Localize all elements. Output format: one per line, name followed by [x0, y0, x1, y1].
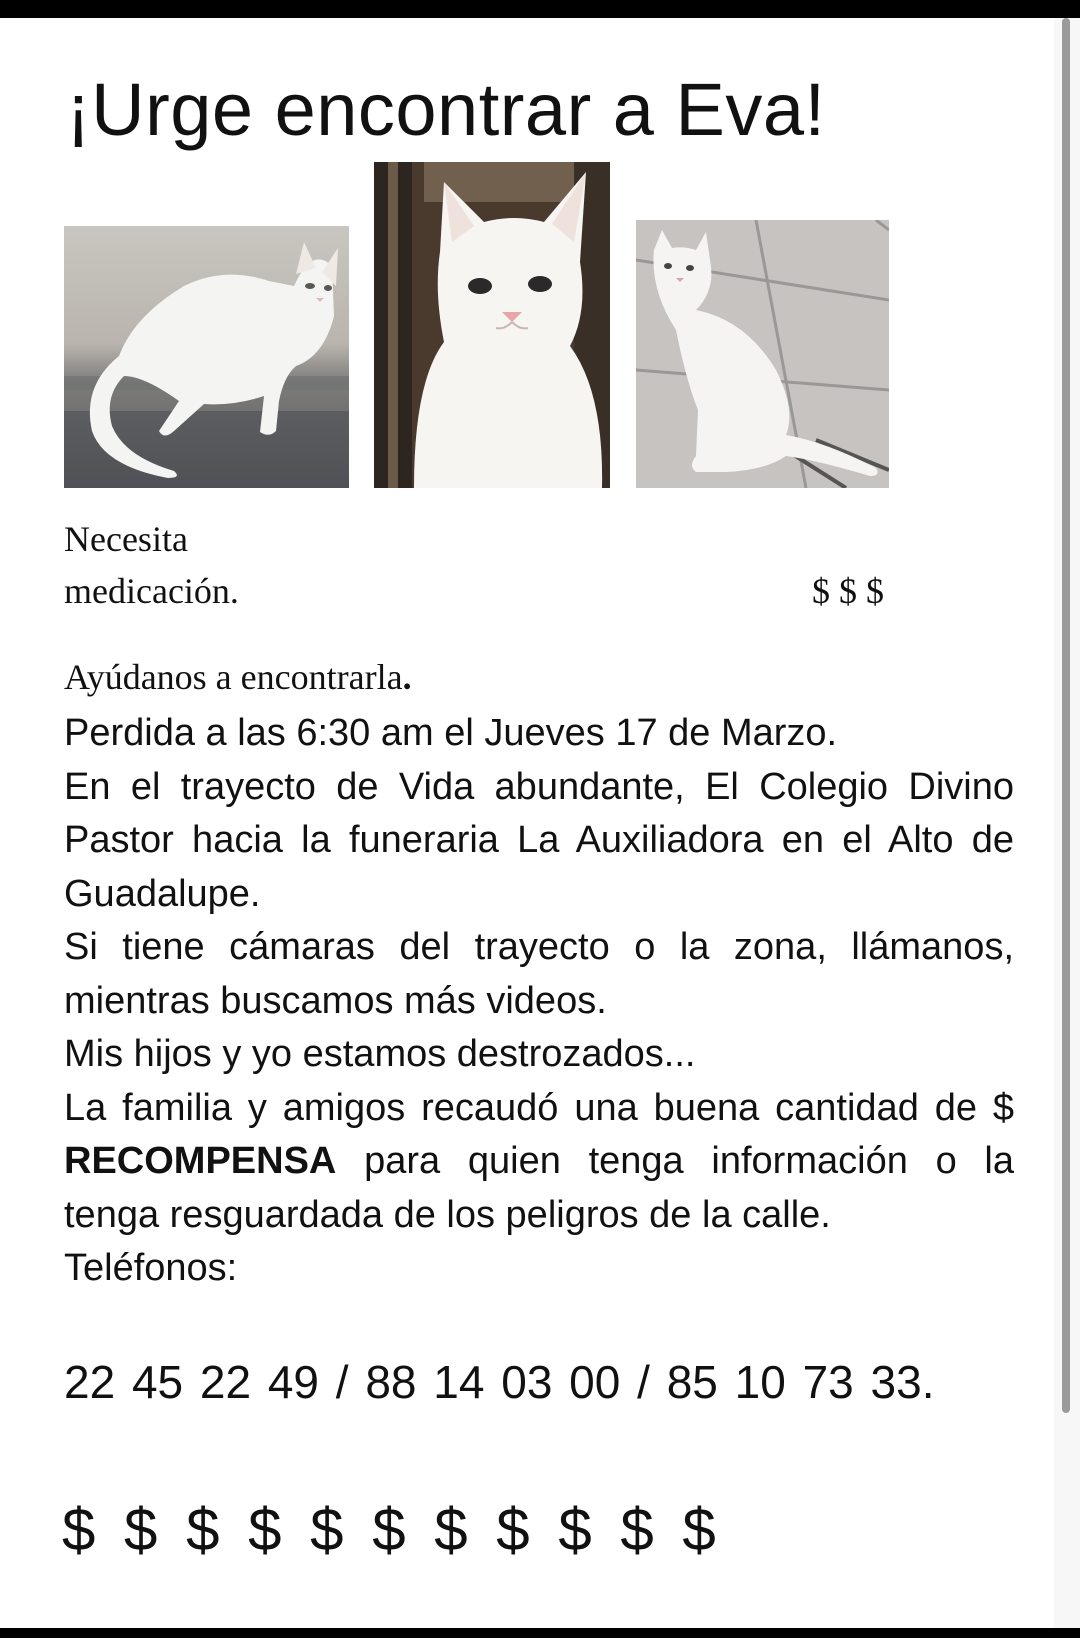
phones-label: Teléfonos:: [64, 1247, 238, 1289]
phone-numbers: 22 45 22 49 / 88 14 03 00 / 85 10 73 33.: [64, 1356, 935, 1408]
reward-paragraph: [64, 1082, 1014, 1243]
route-paragraph: En el trayecto de Vida abundante, El Colegio Divino Pastor hacia la funeraria La Auxiliadora en el Alto de Guadalupe.: [64, 765, 1014, 915]
scrollbar[interactable]: [1062, 18, 1070, 1413]
cameras-paragraph: Si tiene cámaras del trayecto o la zona, llámanos, mientras buscamos más videos.: [64, 926, 1014, 1022]
poster-title: ¡Urge encontrar a Eva!: [66, 68, 826, 151]
lost-time-paragraph: Perdida a las 6:30 am el Jueves 17 de Marzo.: [64, 712, 838, 754]
poster-body: [64, 707, 1014, 1296]
reward-word: RECOMPENSA: [64, 1140, 337, 1182]
help-line: [64, 652, 412, 702]
reward-text-after: para quien tenga información o la tenga resguardada de los peligros de la calle.: [64, 1140, 1014, 1236]
medication-note: Necesita medicación.: [64, 519, 239, 611]
bottom-frame-bar: [0, 1628, 1080, 1638]
cat-photo-walking: [64, 226, 349, 488]
cat-photo-sitting: [636, 220, 889, 488]
top-frame-bar: [0, 0, 1080, 18]
small-dollar-signs: $ $ $: [812, 571, 884, 611]
help-period: .: [402, 657, 412, 697]
cat-photo-portrait: [374, 162, 610, 488]
big-dollar-signs: $ $ $ $ $ $ $ $ $ $ $: [62, 1496, 716, 1563]
reward-text-before: La familia y amigos recaudó una buena cantidad de $: [64, 1086, 1014, 1129]
family-paragraph: Mis hijos y yo estamos destrozados...: [64, 1033, 696, 1075]
help-text: Ayúdanos a encontrarla: [64, 657, 403, 697]
